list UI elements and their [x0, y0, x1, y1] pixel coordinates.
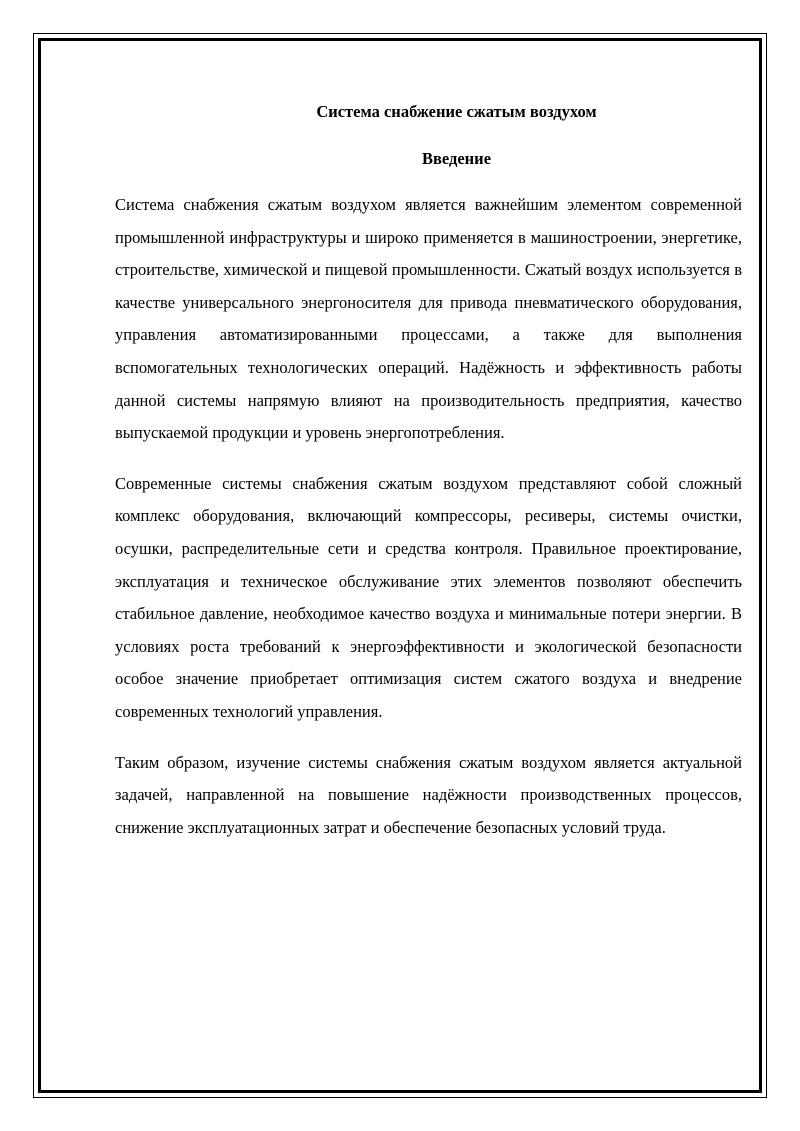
document-body — [115, 101, 742, 844]
paragraph: Система снабжения сжатым воздухом является важнейшим элементом современной промышленной инфраструктуры и широко применяется в машиностроении, энергетике, строительстве, химической и пищевой промышленности. Сжатый воздух используется в качестве универсального энергоносителя для привода пневматического оборудования, управления автоматизированными процессами, а также для выполнения вспомогательных технологических операций. Надёжность и эффективность работы данной системы напрямую влияют на производительность предприятия, качество выпускаемой продукции и уровень энергопотребления. — [115, 195, 742, 443]
section-heading: Введение — [421, 149, 492, 168]
paragraph: Таким образом, изучение системы снабжения сжатым воздухом является актуальной задачей, направленной на повышение надёжности производственных процессов, снижение эксплуатационных затрат и обеспечение безопасных условий труда. — [115, 752, 742, 837]
paragraph: Современные системы снабжения сжатым воздухом представляют собой сложный комплекс оборудования, включающий компрессоры, ресиверы, системы очистки, осушки, распределительные сети и средства контроля. Правильное проектирование, эксплуатация и техническое обслуживание этих элементов позволяют обеспечить стабильное давление, необходимое качество воздуха и минимальные потери энергии. В условиях роста требований к энергоэффективности и экологической безопасности особое значение приобретает оптимизация систем сжатого воздуха и внедрение современных технологий управления. — [115, 473, 742, 721]
document-title: Система снабжение сжатым воздухом — [316, 102, 597, 121]
